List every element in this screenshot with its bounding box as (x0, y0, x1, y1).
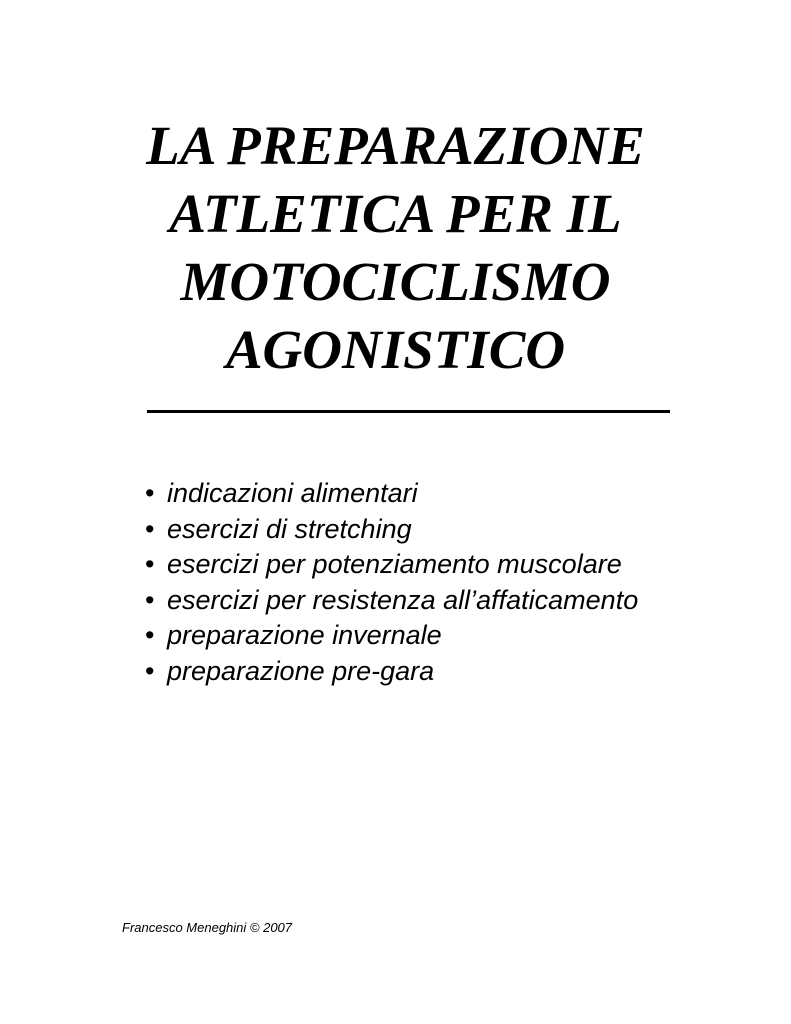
topic-label: esercizi di stretching (167, 513, 412, 544)
bullet-icon: • (145, 513, 155, 544)
topic-label: esercizi per resistenza all’affaticamento (167, 584, 639, 615)
title-line: MOTOCICLISMO (180, 251, 611, 312)
title-divider (147, 410, 670, 413)
topic-label: esercizi per potenziamento muscolare (167, 549, 622, 579)
topic-label: preparazione invernale (167, 620, 442, 650)
title-line: LA PREPARAZIONE (146, 115, 645, 176)
bullet-icon: • (145, 655, 155, 686)
topic-label: indicazioni alimentari (167, 478, 418, 508)
list-item (145, 476, 638, 512)
list-item (145, 654, 638, 690)
list-item (145, 583, 638, 619)
list-item (145, 618, 638, 654)
title-line: ATLETICA PER IL (169, 183, 622, 244)
list-item (145, 512, 638, 548)
bullet-icon: • (145, 478, 155, 508)
author-credit: Francesco Meneghini © 2007 (122, 920, 293, 935)
topic-list (145, 476, 638, 689)
document-title (80, 112, 711, 384)
bullet-icon: • (145, 549, 155, 579)
bullet-icon: • (145, 584, 155, 615)
list-item (145, 547, 638, 583)
title-line: AGONISTICO (225, 319, 566, 380)
topic-label: preparazione pre-gara (167, 655, 435, 686)
bullet-icon: • (145, 620, 155, 650)
